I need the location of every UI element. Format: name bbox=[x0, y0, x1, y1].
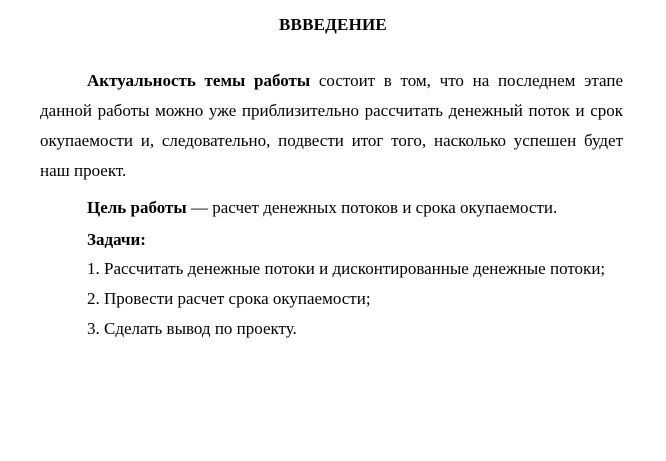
goal-paragraph bbox=[87, 193, 557, 223]
relevance-lead: Актуальность темы работы bbox=[87, 71, 311, 90]
task-item-1: 1. Рассчитать денежные потоки и дисконтированные денежные потоки; bbox=[87, 259, 606, 278]
page-title: ВВВЕДЕНИЕ bbox=[279, 15, 387, 34]
task-item-3: 3. Сделать вывод по проекту. bbox=[87, 319, 297, 338]
task-item-2: 2. Провести расчет срока окупаемости; bbox=[87, 289, 371, 308]
goal-lead: Цель работы bbox=[87, 198, 187, 217]
tasks-heading-label: Задачи: bbox=[87, 230, 146, 249]
tasks-heading bbox=[87, 225, 146, 255]
relevance-text: состоит в том, что на последнем этапе данной работы можно уже приблизительно рассчитать денежный поток и срок окупаемости и, следовательно, подвести итог того, насколько успешен будет наш проект. bbox=[40, 71, 623, 180]
goal-text: — расчет денежных потоков и срока окупаемости. bbox=[186, 198, 558, 217]
relevance-paragraph bbox=[40, 66, 623, 186]
